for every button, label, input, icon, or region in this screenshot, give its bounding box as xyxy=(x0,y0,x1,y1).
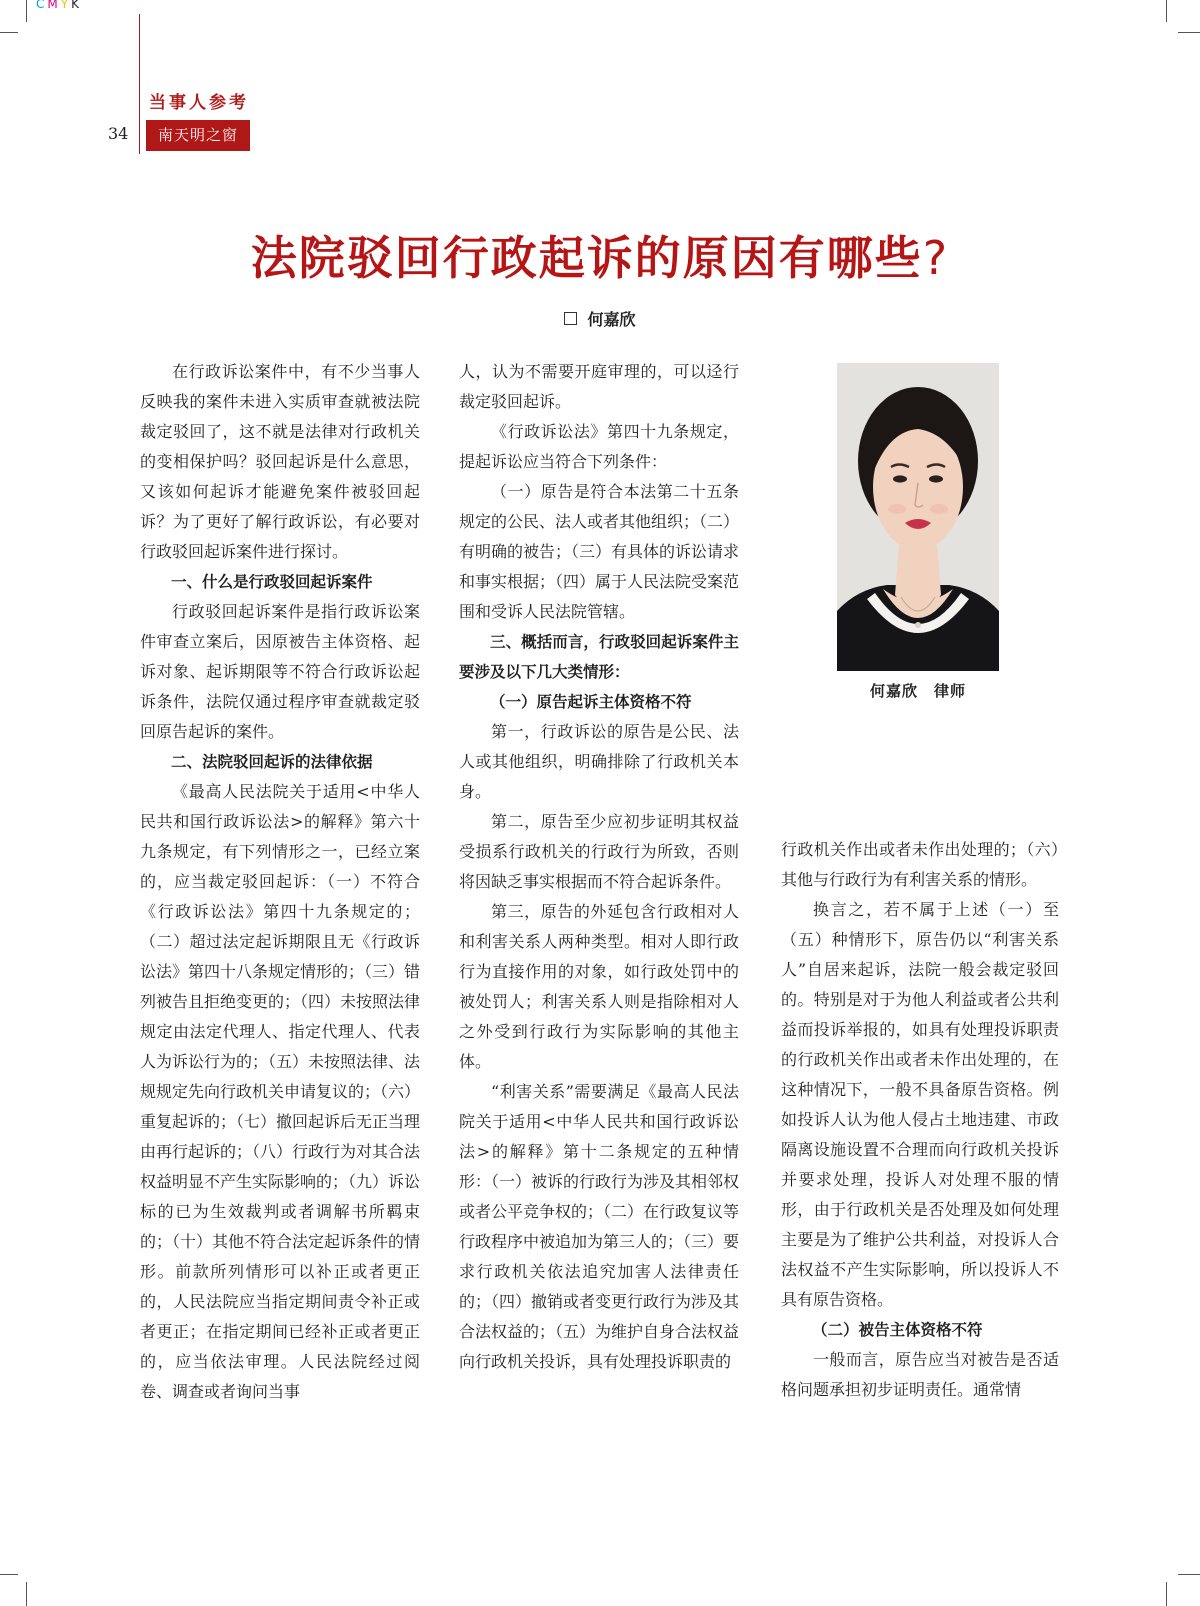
crop-mark xyxy=(26,0,27,22)
paragraph: 《行政诉讼法》第四十九条规定，提起诉讼应当符合下列条件： xyxy=(459,422,739,471)
article-title-mark: ? xyxy=(922,231,950,285)
header-divider xyxy=(139,14,140,154)
paragraph: 第一，行政诉讼的原告是公民、法人或其他组织，明确排除了行政机关本身。 xyxy=(459,722,739,801)
crop-mark xyxy=(1178,32,1200,33)
column-tag: 南天明之窗 xyxy=(146,120,250,151)
section-heading: 一、什么是行政驳回起诉案件 xyxy=(171,573,373,591)
paragraph: “利害关系”需要满足《最高人民法院关于适用<中华人民共和国行政诉讼法>的解释》第十二条规定的五种情形：（一）被诉的行政行为涉及其相邻权或者公平竞争权的；（二）在行政复议等行政程序中被追加为第三人的；（三）要求行政机关依法追究加害人法律责任的；（四）撤销或者变更行政行为涉及其合法权益的；（五）为维护自身合法权益向行政机关投诉，具有处理投诉职责的 xyxy=(459,1082,740,1371)
section-heading: （二）被告主体资格不符 xyxy=(812,1321,983,1339)
author-name: 何嘉欣 xyxy=(587,310,636,329)
paragraph: 第二，原告至少应初步证明其权益受损系行政机关的行政行为所致，否则将因缺乏事实根据而不符合起诉条件。 xyxy=(459,812,739,891)
paragraph: 行政驳回起诉案件是指行政诉讼案件审查立案后，因原被告主体资格、起诉对象、起诉期限等不符合行政诉讼起诉条件，法院仅通过程序审查就裁定驳回原告起诉的案件。 xyxy=(140,602,420,741)
crop-mark xyxy=(1166,1582,1167,1606)
crop-mark xyxy=(26,1582,27,1606)
text-column-3 xyxy=(781,835,1059,1405)
portrait-illustration xyxy=(837,363,999,671)
author-line xyxy=(0,307,1200,330)
paragraph: 换言之，若不属于上述（一）至（五）种情形下，原告仍以“利害关系人”自居来起诉，法院一般会裁定驳回的。特别是对于为他人利益或者公共利益而投诉举报的，如具有处理投诉职责的行政机关作出或者未作出处理的，在这种情况下，一般不具备原告资格。例如投诉人认为他人侵占土地违建、市政隔离设施设置不合理而向行政机关投诉并要求处理，投诉人对处理不服的情形，由于行政机关是否处理及如何处理主要是为了维护公共利益，对投诉人合法权益不产生实际影响，所以投诉人不具有原告资格。 xyxy=(781,900,1059,1309)
section-title: 当事人参考 xyxy=(149,93,249,113)
paragraph: 在行政诉讼案件中，有不少当事人反映我的案件未进入实质审查就被法院裁定驳回了，这不就是法律对行政机关的变相保护吗？驳回起诉是什么意思，又该如何起诉才能避免案件被驳回起诉？为了更好了解行政诉讼，有必要对行政驳回起诉案件进行探讨。 xyxy=(140,362,420,561)
section-heading: 三、概括而言，行政驳回起诉案件主要涉及以下几大类情形： xyxy=(459,633,739,681)
crop-mark xyxy=(0,32,18,33)
crop-mark xyxy=(1178,1574,1200,1575)
crop-mark xyxy=(1166,0,1167,22)
paragraph: 行政机关作出或者未作出处理的；（六）其他与行政行为有利害关系的情形。 xyxy=(781,840,1059,889)
paragraph: 人，认为不需要开庭审理的，可以迳行裁定驳回起诉。 xyxy=(459,362,739,411)
paragraph: 一般而言，原告应当对被告是否适格问题承担初步证明责任。通常情 xyxy=(781,1350,1059,1399)
section-heading: 二、法院驳回起诉的法律依据 xyxy=(171,753,373,771)
text-column-2 xyxy=(459,357,739,1377)
paragraph: （一）原告是符合本法第二十五条规定的公民、法人或者其他组织；（二）有明确的被告；（三）有具体的诉讼请求和事实根据；（四）属于人民法院受案范围和受诉人民法院管辖。 xyxy=(459,482,740,621)
crop-mark xyxy=(0,1574,18,1575)
paragraph: 《最高人民法院关于适用<中华人民共和国行政诉讼法>的解释》第六十九条规定，有下列情形之一，已经立案的，应当裁定驳回起诉：（一）不符合《行政诉讼法》第四十九条规定的；（二）超过法定起诉期限且无《行政诉讼法》第四十八条规定情形的；（三）错列被告且拒绝变更的；（四）未按照法律规定由法定代理人、指定代理人、代表人为诉讼行为的；（五）未按照法律、法规规定先向行政机关申请复议的；（六）重复起诉的；（七）撤回起诉后无正当理由再行起诉的；（八）行政行为对其合法权益明显不产生实际影响的；（九）诉讼标的已为生效裁判或者调解书所羁束的；（十）其他不符合法定起诉条件的情形。前款所列情形可以补正或者更正的，人民法院应当指定期间责令补正或者更正；在指定期间已经补正或者更正的，应当依法审理。人民法院经过阅卷、调查或者询问当事 xyxy=(140,782,421,1401)
article-title-text: 法院驳回行政起诉的原因有哪些 xyxy=(250,231,923,285)
text-column-1 xyxy=(140,357,420,1407)
article-title xyxy=(0,222,1200,288)
section-heading: （一）原告起诉主体资格不符 xyxy=(490,693,692,711)
author-box-icon xyxy=(564,312,577,325)
author-photo xyxy=(837,363,999,671)
paragraph: 第三，原告的外延包含行政相对人和利害关系人两种类型。相对人即行政行为直接作用的对象，如行政处罚中的被处罚人；利害关系人则是指除相对人之外受到行政行为实际影响的其他主体。 xyxy=(459,902,739,1071)
page-number: 34 xyxy=(108,124,129,143)
color-registration-label: CMYK xyxy=(36,0,82,11)
photo-caption: 何嘉欣 律师 xyxy=(869,682,966,700)
